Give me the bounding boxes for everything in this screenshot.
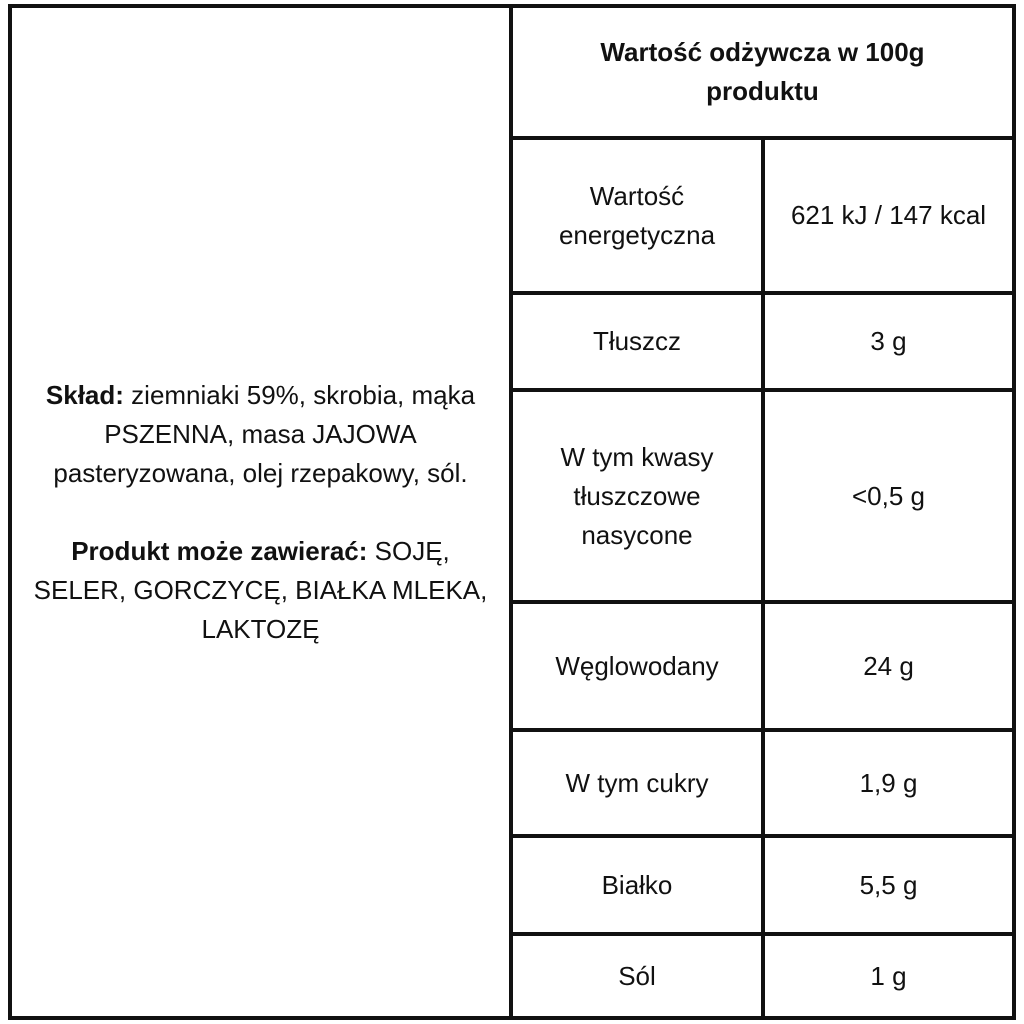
paragraph-gap — [31, 493, 491, 532]
table-row-protein — [513, 838, 1012, 936]
composition-paragraph — [31, 376, 491, 493]
nutrient-name: Węglowodany — [513, 604, 765, 728]
nutrition-label — [8, 4, 1016, 1020]
ingredients-panel — [12, 8, 513, 1016]
nutrient-value: 1,9 g — [859, 767, 918, 798]
table-row-fat — [513, 295, 1012, 392]
nutrition-table — [513, 8, 1012, 1016]
ingredients-text — [31, 376, 491, 649]
allergens-paragraph — [31, 532, 491, 649]
table-row-energy — [513, 140, 1012, 295]
nutrient-value: 621 kJ / 147 kcal — [790, 200, 987, 230]
nutrient-name: Sól — [513, 936, 765, 1016]
nutrient-name: W tym cukry — [513, 732, 765, 834]
table-row-carbohydrates — [513, 604, 1012, 732]
nutrient-value: 3 g — [870, 326, 907, 356]
nutrient-value: 1 g — [870, 960, 907, 991]
table-row-salt — [513, 936, 1012, 1016]
allergens-text: SOJĘ, SELER, GORCZYCĘ, BIAŁKA MLEKA, LAKTOZĘ — [33, 535, 488, 644]
nutrient-value: 5,5 g — [859, 869, 918, 900]
nutrient-name: Białko — [513, 838, 765, 932]
nutrition-header: Wartość odżywcza w 100g produktu — [513, 8, 1012, 140]
allergens-label: Produkt może zawierać: — [71, 535, 368, 566]
nutrient-name: W tym kwasy tłuszczowe nasycone — [513, 392, 765, 600]
composition-text: ziemniaki 59%, skrobia, mąka PSZENNA, masa JAJOWA pasteryzowana, olej rzepakowy, sól. — [53, 379, 476, 488]
nutrient-name: Tłuszcz — [513, 295, 765, 388]
nutrient-value: <0,5 g — [851, 480, 925, 511]
table-row-sugars — [513, 732, 1012, 838]
composition-label: Skład: — [45, 379, 124, 410]
table-row-saturated-fat — [513, 392, 1012, 604]
nutrient-value: 24 g — [863, 650, 914, 681]
nutrient-name: Wartość energetyczna — [513, 140, 765, 291]
